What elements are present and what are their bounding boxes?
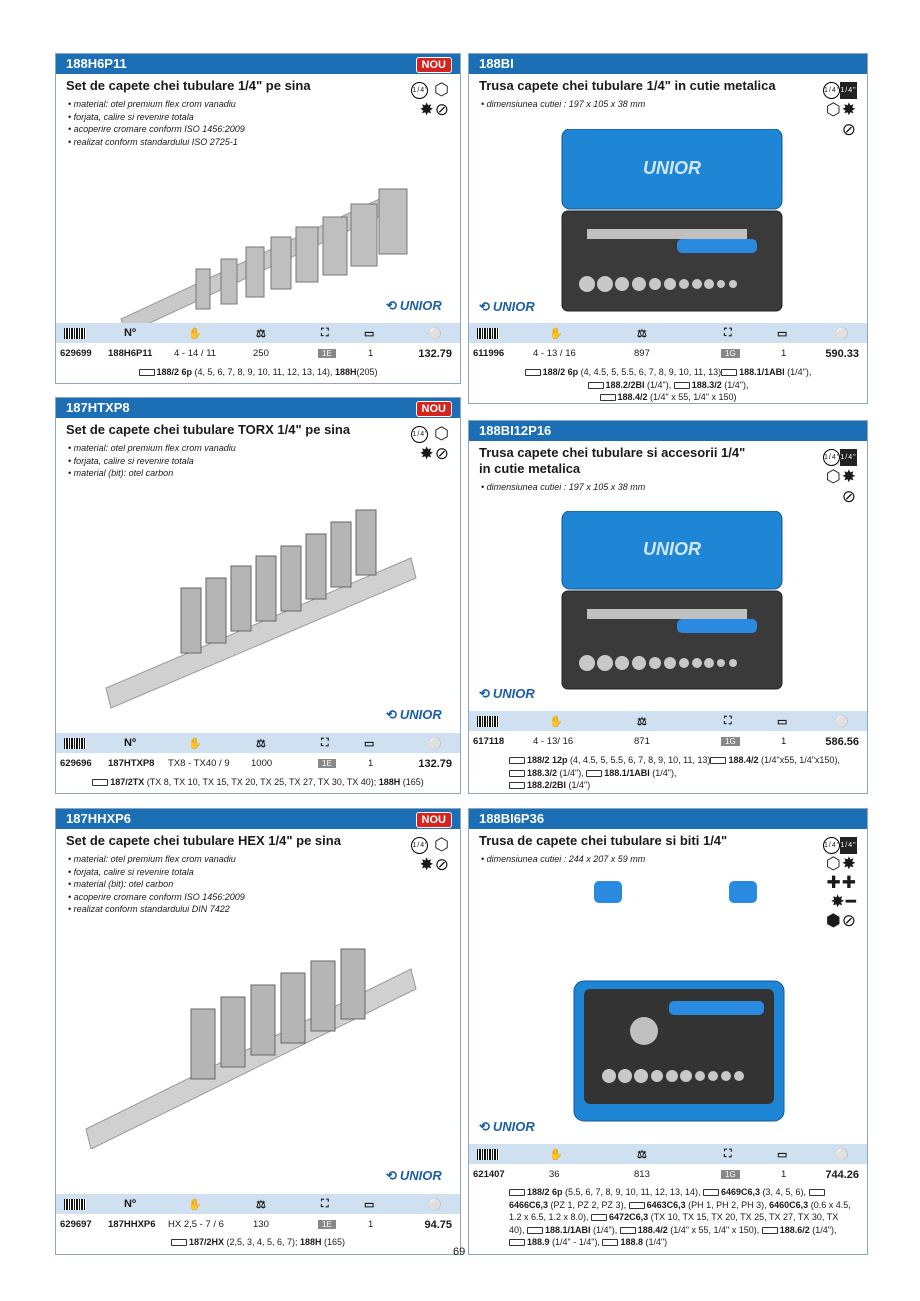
quarter-square-icon: 1/4" [840, 449, 857, 466]
product-card-187HTXP8 [55, 397, 461, 794]
contents-note: 188/2 6p (4, 5, 6, 7, 8, 9, 10, 11, 12, 13, 14), 188H(205) [56, 366, 460, 379]
feature-item: • dimensiunea cutiei : 244 x 207 x 59 mm [481, 853, 855, 866]
barcode-icon [64, 328, 86, 339]
hex-bit-icon [703, 1189, 719, 1196]
tray-icon: ⛶ [724, 715, 732, 727]
socket-icon [509, 757, 525, 764]
product-card-187HHXP6 [55, 808, 461, 1255]
product-title: Set de capete chei tubulare 1/4" pe sina [66, 78, 311, 93]
spec-row: 629699 188H6P11 4 - 14 / 11 250 1E 1 132.79 [60, 348, 452, 360]
product-card-188BI [468, 53, 868, 404]
ruler-icon: ▭ [364, 738, 375, 750]
feature-item: • material (bit): otel carbon [68, 878, 448, 891]
tray-icon: ⛶ [321, 1198, 329, 1210]
extension-icon [710, 757, 726, 764]
product-title: Set de capete chei tubulare TORX 1/4" pe sina [66, 422, 351, 437]
unior-logo: ⟲ UNIOR [386, 707, 442, 722]
coins-icon: ⚪ [428, 1199, 442, 1211]
torx-icon: ✸ [419, 100, 435, 119]
pozidriv-bit-icon [809, 1189, 825, 1196]
torx-icon: ✸ [419, 444, 435, 463]
coins-icon: ⚪ [428, 738, 442, 750]
torx-icon: ✸ [841, 467, 857, 486]
socket-icon [509, 1189, 525, 1196]
barcode-icon [477, 716, 499, 727]
unior-logo: ⟲ UNIOR [479, 1119, 535, 1134]
feature-item: • acoperire cromare conform ISO 1456:2009 [68, 891, 448, 904]
tray-icon: ⛶ [724, 1148, 732, 1160]
quarter-drive-icon: 1/4" [823, 449, 840, 466]
product-card-188H6P11 [55, 53, 461, 384]
ruler-icon: ▭ [777, 1149, 788, 1161]
product-code-header: 188H6P11 NOU [56, 54, 460, 74]
weight-icon: ⚖ [256, 328, 266, 340]
quarter-square-icon: 1/4" [840, 837, 857, 854]
spec-table-header [469, 711, 867, 731]
spec-row: 621407 36 813 1G 1 744.26 [473, 1169, 859, 1181]
socket-icon [139, 369, 155, 376]
feature-icons [411, 424, 450, 464]
feature-icons [411, 835, 450, 875]
contents-note: 187/2TX (TX 8, TX 10, TX 15, TX 20, TX 25, TX 27, TX 30, TX 40); 188H (165) [56, 776, 460, 789]
hand-icon: ✋ [549, 716, 563, 728]
extension-icon [600, 394, 616, 401]
spec-row: 629697 187HHXP6 HX 2,5 - 7 / 6 130 1E 1 94.75 [60, 1219, 452, 1231]
barcode-icon [477, 328, 499, 339]
new-badge: NOU [416, 401, 452, 417]
feature-list [469, 479, 867, 496]
feature-icons [411, 80, 450, 120]
ratchet-icon [721, 369, 737, 376]
feature-list [56, 440, 460, 482]
hex-socket-icon: ⬡ [434, 424, 450, 443]
feature-list [56, 96, 460, 150]
svg-text:UNIOR: UNIOR [643, 158, 701, 178]
feature-item: • realizat conform standardului ISO 2725-1 [68, 136, 448, 149]
feature-item: • forjata, calire si revenire totala [68, 111, 448, 124]
weight-icon: ⚖ [637, 328, 647, 340]
no-magnet-icon: ⊘ [841, 120, 857, 139]
quarter-drive-icon: 1/4" [411, 837, 428, 854]
contents-note: 187/2HX (2,5, 3, 4, 5, 6, 7); 188H (165) [56, 1236, 460, 1249]
hand-icon: ✋ [188, 738, 202, 750]
torx-rail-image [101, 498, 421, 718]
spec-table-header [56, 1194, 460, 1214]
feature-list [469, 851, 867, 868]
ratchet-icon [527, 1227, 543, 1234]
quarter-drive-icon: 1/4" [411, 426, 428, 443]
product-code-header: 187HHXP6 NOU [56, 809, 460, 829]
no-magnet-icon: ⊘ [434, 855, 450, 874]
coins-icon: ⚪ [835, 716, 849, 728]
quarter-square-icon: 1/4" [840, 82, 857, 99]
tray-icon: ⛶ [321, 737, 329, 749]
hex-socket-icon: ⬡ [434, 80, 450, 99]
handle-icon [602, 1239, 618, 1246]
torx-icon: ✸ [419, 855, 435, 874]
plastic-case-image [569, 871, 799, 1131]
ruler-icon: ▭ [777, 328, 788, 340]
coins-icon: ⚪ [428, 328, 442, 340]
unior-logo: ⟲ UNIOR [386, 298, 442, 313]
spec-table-header [56, 733, 460, 753]
torx-bit-icon: ✸ [830, 892, 846, 912]
torx-icon: ✸ [841, 100, 857, 119]
contents-note: 188/2 12p (4, 4.5, 5, 5.5, 6, 7, 8, 9, 10, 11, 13) 188.4/2 (1/4"x55, 1/4"x150), 188.3/2 (1/4"), 188.1/1ABI (1/4"), 188.2/2BI (1/4") [469, 754, 867, 792]
phillips-icon: ✚ [826, 873, 842, 893]
socket-icon [525, 369, 541, 376]
feature-item: • forjata, calire si revenire totala [68, 866, 448, 879]
slotted-icon: ━ [845, 892, 857, 912]
product-code-header: 187HTXP8 NOU [56, 398, 460, 418]
product-title: Trusa de capete chei tubulare si biti 1/4" [479, 833, 728, 848]
col-number: Nº [124, 1198, 136, 1210]
handle-icon [588, 382, 604, 389]
socket-rail-image [111, 149, 411, 339]
no-magnet-icon: ⊘ [434, 100, 450, 119]
hex-socket-icon: ⬡ [825, 100, 842, 119]
feature-list [469, 96, 867, 113]
phillips-bit-icon [629, 1202, 645, 1209]
hand-icon: ✋ [549, 1149, 563, 1161]
feature-icons [823, 835, 857, 930]
contents-note: 188/2 6p (4, 4.5, 5, 5.5, 6, 7, 8, 9, 10, 11, 13) 188.1/1ABI (1/4"), 188.2/2BI (1/4"), 188.3/2 (1/4"), 188.4/2 (1/4" x 55, 1/4" x 150) [469, 366, 867, 404]
new-badge: NOU [416, 57, 452, 73]
feature-item: • dimensiunea cutiei : 197 x 105 x 38 mm [481, 481, 855, 494]
col-number: Nº [124, 327, 136, 339]
torx-icon: ✸ [841, 854, 857, 874]
metal-case-image [557, 129, 787, 314]
hex-socket-icon: ⬡ [825, 467, 842, 486]
product-code-header: 188BI6P36 [469, 809, 867, 829]
spec-row: 617118 4 - 13/ 16 871 1G 1 586.56 [473, 736, 859, 748]
spec-row: 629696 187HTXP8 TX8 - TX40 / 9 1000 1E 1 132.79 [60, 758, 452, 770]
feature-icons [823, 447, 857, 507]
no-magnet-icon: ⊘ [841, 487, 857, 506]
torx-bit-icon [591, 1214, 607, 1221]
feature-item: • realizat conform standardului DIN 7422 [68, 903, 448, 916]
hand-icon: ✋ [188, 1199, 202, 1211]
hex-socket-icon: ⬡ [825, 854, 842, 874]
no-magnet-icon: ⊘ [434, 444, 450, 463]
barcode-icon [64, 1199, 86, 1210]
weight-icon: ⚖ [256, 738, 266, 750]
feature-icons [823, 80, 857, 140]
product-card-188BI6P36 [468, 808, 868, 1255]
bit-socket-icon [171, 1239, 187, 1246]
hex-bit-icon: ⬢ [825, 911, 842, 931]
quarter-drive-icon: 1/4" [823, 82, 840, 99]
barcode-icon [477, 1149, 499, 1160]
quarter-drive-icon: 1/4" [823, 837, 840, 854]
barcode-icon [64, 738, 86, 749]
tray-icon: ⛶ [321, 327, 329, 339]
bit-socket-icon [92, 779, 108, 786]
hex-socket-icon: ⬡ [434, 835, 450, 854]
bit-holder-icon [762, 1227, 778, 1234]
hand-icon: ✋ [188, 328, 202, 340]
metal-case-image [557, 511, 787, 691]
feature-item: • acoperire cromare conform ISO 1456:2009 [68, 123, 448, 136]
weight-icon: ⚖ [256, 1199, 266, 1211]
product-title: Trusa capete chei tubulare 1/4" in cutie metalica [479, 78, 776, 93]
hex-rail-image [81, 929, 421, 1149]
hand-icon: ✋ [549, 328, 563, 340]
contents-note: 188/2 6p (5.5, 6, 7, 8, 9, 10, 11, 12, 13, 14), 6469C6,3 (3, 4, 5, 6), 6466C6,3 (PZ 1, PZ 2, PZ 3), 6463C6,3 (PH 1, PH 2, PH 3), 6460C6,3 (0.6 x 4.5, 1.2 x 6.5, 1.2 x 8.0), 6472C6,3 (TX 10, TX 15, TX 20, TX 25, TX 27, TX 30, TX 40), 188.1/1ABI (1/4"), 188.4/2 (1/4" x 55, 1/4" x 150), 188.6/2 (1/4"), 188.9 (1/4" - 1/4"), 188.8 (1/4") [509, 1187, 851, 1247]
ratchet-icon [586, 770, 602, 777]
coins-icon: ⚪ [835, 328, 849, 340]
no-magnet-icon: ⊘ [841, 911, 857, 931]
tray-icon: ⛶ [724, 327, 732, 339]
t-bar-icon [509, 770, 525, 777]
product-code-header: 188BI12P16 [469, 421, 867, 441]
t-bar-icon [674, 382, 690, 389]
feature-item: • material: otel premium flex crom vanadiu [68, 442, 448, 455]
page-number: 69 [453, 1246, 466, 1258]
col-number: Nº [124, 737, 136, 749]
unior-logo: ⟲ UNIOR [479, 299, 535, 314]
extension-icon [620, 1227, 636, 1234]
svg-text:UNIOR: UNIOR [643, 539, 701, 559]
feature-list [56, 851, 460, 918]
spec-table-header [56, 323, 460, 343]
ruler-icon: ▭ [364, 328, 375, 340]
feature-item: • forjata, calire si revenire totala [68, 455, 448, 468]
feature-item: • dimensiunea cutiei : 197 x 105 x 38 mm [481, 98, 855, 111]
spec-table-header [469, 323, 867, 343]
unior-logo: ⟲ UNIOR [386, 1168, 442, 1183]
product-code-header: 188BI [469, 54, 867, 74]
feature-item: • material: otel premium flex crom vanadiu [68, 98, 448, 111]
quarter-drive-icon: 1/4" [411, 82, 428, 99]
spec-row: 611996 4 - 13 / 16 897 1G 1 590.33 [473, 348, 859, 360]
coins-icon: ⚪ [835, 1149, 849, 1161]
spec-table-header [469, 1144, 867, 1164]
weight-icon: ⚖ [637, 1149, 647, 1161]
feature-item: • material (bit): otel carbon [68, 467, 448, 480]
adapter-icon [509, 1239, 525, 1246]
product-title: Trusa capete chei tubulare si accesorii 1/4" in cutie metalica [479, 445, 746, 476]
pozidriv-icon: ✚ [841, 873, 857, 893]
ruler-icon: ▭ [777, 716, 788, 728]
unior-logo: ⟲ UNIOR [479, 686, 535, 701]
handle-icon [509, 782, 525, 789]
product-card-188BI12P16 [468, 420, 868, 794]
product-title: Set de capete chei tubulare HEX 1/4" pe sina [66, 833, 341, 848]
feature-item: • material: otel premium flex crom vanadiu [68, 853, 448, 866]
ruler-icon: ▭ [364, 1199, 375, 1211]
weight-icon: ⚖ [637, 716, 647, 728]
new-badge: NOU [416, 812, 452, 828]
